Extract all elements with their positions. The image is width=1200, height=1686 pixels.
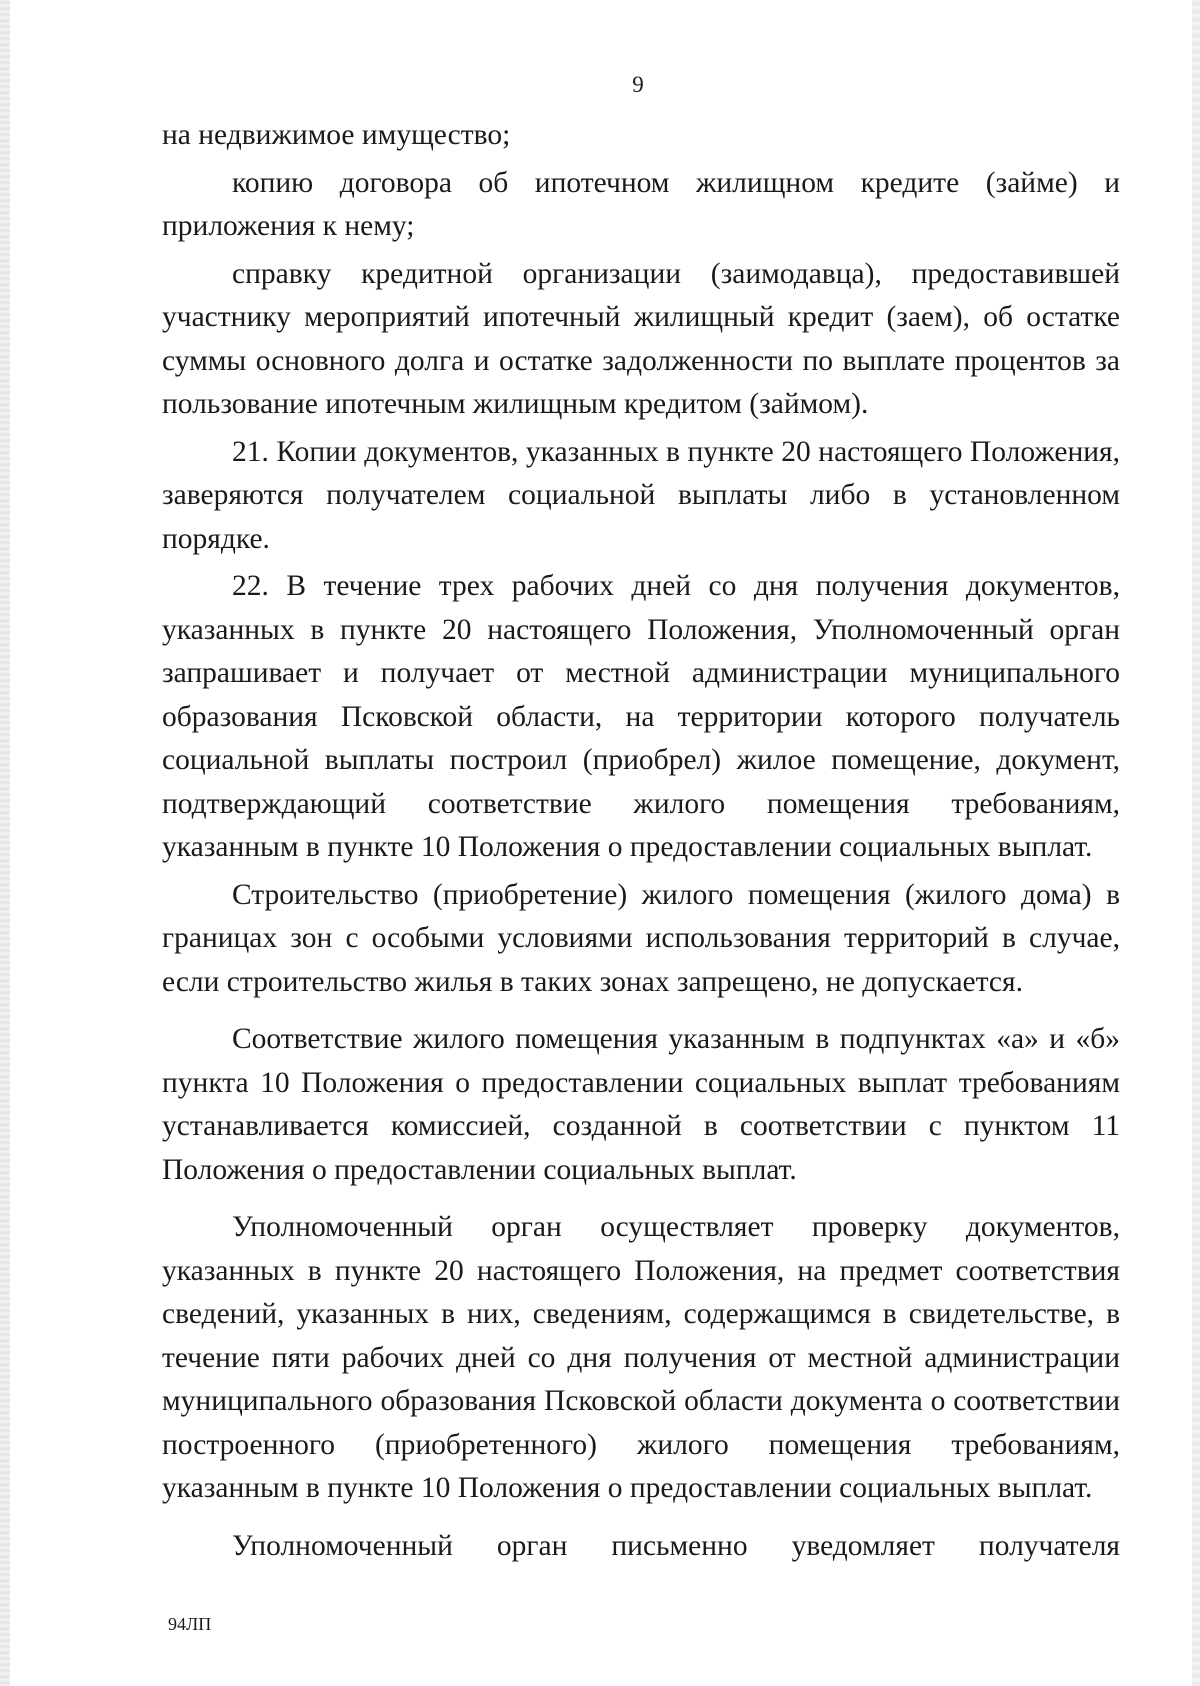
paragraph-6: Строительство (приобретение) жилого помещения (жилого дома) в границах зон с особыми условиями использования территорий в случае, если строительство жилья в таких зонах запрещено, не допускается. [162, 878, 1120, 998]
paragraph-7: Соответствие жилого помещения указанным в подпунктах «а» и «б» пункта 10 Положения о предоставлении социальных выплат требованиям устанавливается комиссией, созданной в соответствии с пунктом 11 Положения о предоставлении социальных выплат. [162, 1023, 1120, 1186]
scan-edge-left [0, 0, 10, 1686]
paragraph-4-clause-21: 21. Копии документов, указанных в пункте 20 настоящего Положения, заверяются получателем социальной выплаты либо в установленном порядке. [162, 435, 1120, 555]
page-number: 9 [632, 72, 644, 97]
paragraph-8: Уполномоченный орган осуществляет проверку документов, указанных в пункте 20 настоящего Положения, на предмет соответствия сведений, указанных в них, сведениям, содержащимся в свидетельстве, в течение пяти рабочих дней со дня получения от местной администрации муниципального образования Псковской области документа о соответствии построенного (приобретенного) жилого помещения требованиям, указанным в пункте 10 Положения о предоставлении социальных выплат. [162, 1211, 1120, 1504]
footer-document-code: 94ЛП [168, 1614, 212, 1634]
document-body [162, 114, 1120, 1568]
scan-edge-right [1192, 0, 1200, 1686]
paragraph-9: Уполномоченный орган письменно уведомляет получателя [232, 1529, 1120, 1562]
paragraph-5-clause-22: 22. В течение трех рабочих дней со дня получения документов, указанных в пункте 20 настоящего Положения, Уполномоченный орган запрашивает и получает от местной администрации муниципального образования Псковской области, на территории которого получатель социальной выплаты построил (приобрел) жилое помещение, документ, подтверждающий соответствие жилого помещения требованиям, указанным в пункте 10 Положения о предоставлении социальных выплат. [162, 570, 1120, 863]
paragraph-1: на недвижимое имущество; [162, 119, 511, 151]
paragraph-3: справку кредитной организации (заимодавца), предоставившей участнику мероприятий ипотечный жилищный кредит (заем), об остатке суммы основного долга и остатке задолженности по выплате процентов за пользование ипотечным жилищным кредитом (займом). [162, 257, 1120, 420]
paragraph-2: копию договора об ипотечном жилищном кредите (займе) и приложения к нему; [162, 166, 1120, 242]
